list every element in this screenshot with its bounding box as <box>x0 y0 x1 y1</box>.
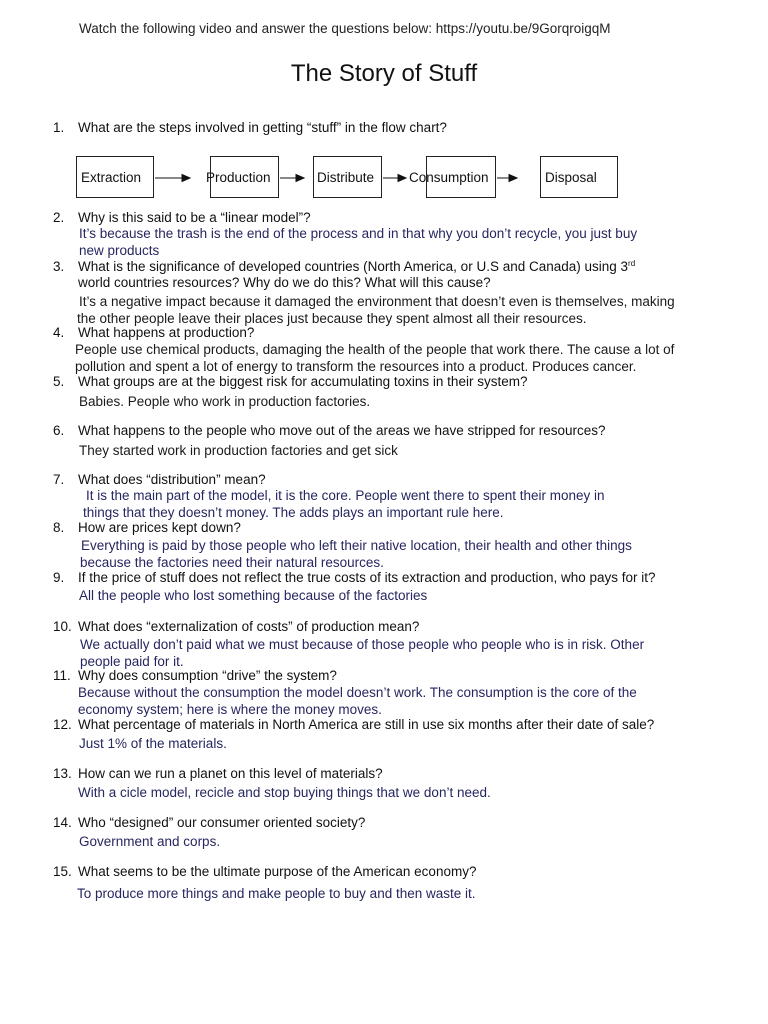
flow-box-consumption: Consumption <box>426 156 496 198</box>
flow-box-extraction: Extraction <box>76 156 154 198</box>
question-15: 15. What seems to be the ultimate purpose of the American economy? <box>53 864 477 879</box>
answer-14: Government and corps. <box>79 834 221 849</box>
answer-7-line-1: It is the main part of the model, it is the core. People went there to spent their money in <box>86 488 605 503</box>
question-14: 14. Who “designed” our consumer oriented society? <box>53 815 366 830</box>
question-8: 8. How are prices kept down? <box>53 520 241 535</box>
answer-3-line-2: the other people leave their places just because they spent almost all their resources. <box>77 311 587 326</box>
question-9: 9. If the price of stuff does not reflect the true costs of its extraction and production, who pays for it? <box>53 570 656 585</box>
answer-15: To produce more things and make people to buy and then waste it. <box>77 886 476 901</box>
answer-9: All the people who lost something because of the factories <box>79 588 428 603</box>
answer-4-line-1: People use chemical products, damaging the health of the people that work there. The cause a lot of <box>75 342 675 357</box>
answer-6: They started work in production factories and get sick <box>79 443 398 458</box>
question-2: 2. Why is this said to be a “linear model”? <box>53 210 311 225</box>
question-11: 11. Why does consumption “drive” the system? <box>53 668 337 683</box>
page-title: The Story of Stuff <box>290 60 478 87</box>
answer-5: Babies. People who work in production factories. <box>79 394 371 409</box>
answer-8-line-2: because the factories need their natural resources. <box>80 555 384 570</box>
intro-instruction: Watch the following video and answer the questions below: https://youtu.be/9GorqroigqM <box>79 21 611 36</box>
arrow-4-head <box>509 175 517 182</box>
question-4: 4. What happens at production? <box>53 325 255 340</box>
question-7: 7. What does “distribution” mean? <box>53 472 266 487</box>
question-12: 12. What percentage of materials in North America are still in use six months after their date of sale? <box>53 717 655 732</box>
answer-7-line-2: things that they doesn’t money. The adds plays an important rule here. <box>83 505 504 520</box>
arrow-2-head <box>296 175 304 182</box>
answer-8-line-1: Everything is paid by those people who left their native location, their health and other things <box>81 538 632 553</box>
question-3: 3. What is the significance of developed countries (North America, or U.S and Canada) using 3rd <box>53 259 636 274</box>
answer-10-line-2: people paid for it. <box>80 654 184 669</box>
question-5: 5. What groups are at the biggest risk for accumulating toxins in their system? <box>53 374 528 389</box>
answer-11-line-2: economy system; here is where the money moves. <box>78 702 382 717</box>
answer-11-line-1: Because without the consumption the model doesn’t work. The consumption is the core of the <box>78 685 637 700</box>
answer-12: Just 1% of the materials. <box>79 736 227 751</box>
question-6: 6. What happens to the people who move out of the areas we have stripped for resources? <box>53 423 606 438</box>
answer-4-line-2: pollution and spent a lot of energy to transform the resources into a product. Produces cancer. <box>75 359 637 374</box>
flow-box-production: Production <box>210 156 279 198</box>
arrow-3-head <box>398 175 406 182</box>
flow-box-distribute: Distribute <box>313 156 382 198</box>
arrow-1-head <box>182 175 190 182</box>
answer-2-line-2: new products <box>79 243 160 258</box>
flow-box-disposal: Disposal <box>540 156 618 198</box>
question-10: 10. What does “externalization of costs” of production mean? <box>53 619 420 634</box>
question-3-cont: world countries resources? Why do we do this? What will this cause? <box>78 275 491 290</box>
answer-10-line-1: We actually don’t paid what we must because of those people who people who is in risk. Other <box>80 637 645 652</box>
question-13: 13. How can we run a planet on this level of materials? <box>53 766 383 781</box>
answer-3-line-1: It’s a negative impact because it damaged the environment that doesn’t even is themselves, making <box>79 294 675 309</box>
answer-2-line-1: It’s because the trash is the end of the process and in that why you don’t recycle, you just buy <box>79 226 638 241</box>
question-1: 1. What are the steps involved in getting “stuff” in the flow chart? <box>53 120 447 135</box>
answer-13: With a cicle model, recicle and stop buying things that we don’t need. <box>78 785 491 800</box>
